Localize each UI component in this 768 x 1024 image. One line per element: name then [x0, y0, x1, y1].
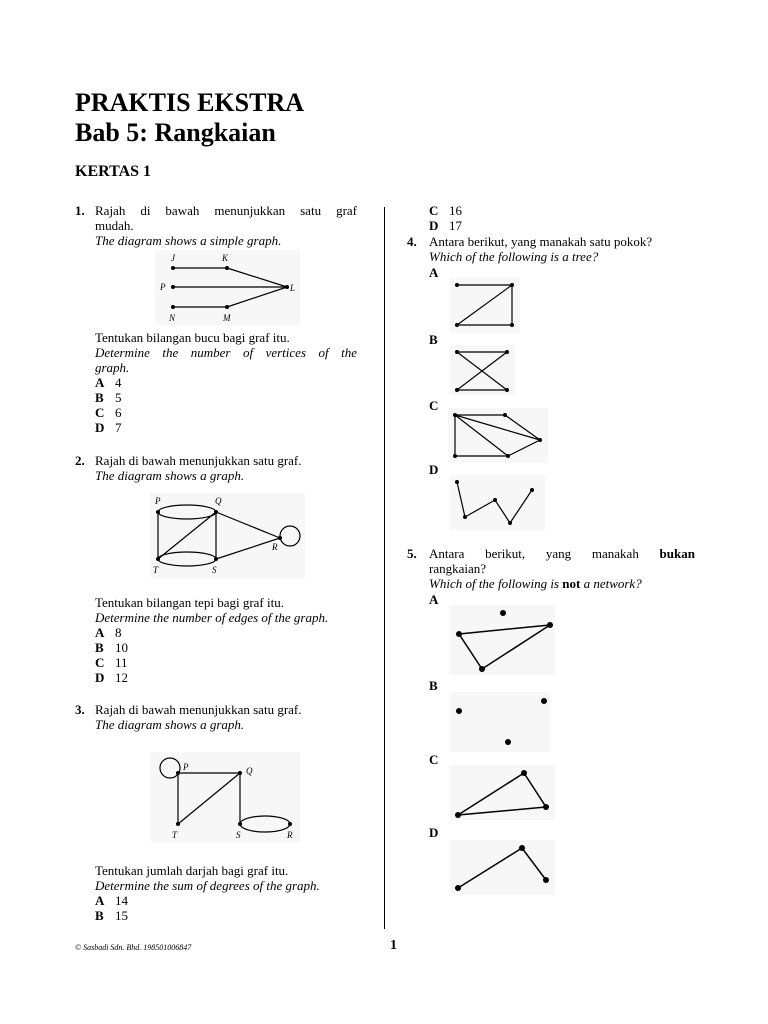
vertex-label: P	[160, 282, 166, 292]
choice-label-a[interactable]: A	[429, 592, 439, 607]
option-a[interactable]	[95, 375, 122, 391]
vertex-label: P	[155, 496, 161, 506]
option-a[interactable]	[95, 625, 122, 641]
column-divider	[384, 207, 385, 929]
word: Antara	[429, 546, 465, 561]
choice-c-graph	[450, 765, 555, 820]
graph-diagram	[150, 752, 300, 842]
option-b[interactable]	[95, 640, 128, 656]
question-text-malay: Antara berikut, yang manakah satu pokok?	[429, 234, 653, 249]
text-part: a network?	[580, 576, 642, 591]
question-text-english: The diagram shows a graph.	[95, 468, 245, 483]
emphasis-word: bukan	[659, 546, 695, 561]
option-key: D	[429, 218, 439, 233]
question-number: 2.	[75, 453, 85, 468]
vertex-label: R	[272, 542, 278, 552]
option-value: 10	[115, 640, 128, 655]
vertex-label: R	[287, 830, 293, 840]
option-d[interactable]	[95, 420, 122, 436]
option-key: A	[95, 625, 105, 640]
vertex-label: Q	[215, 496, 222, 506]
choice-label-a[interactable]: A	[429, 265, 439, 280]
choice-c-graph	[448, 408, 548, 463]
choice-b-graph	[450, 692, 550, 752]
ask-english-cont: graph.	[95, 360, 130, 375]
question-text-malay: Rajah di bawah menunjukkan satu graf.	[95, 702, 302, 717]
choice-a-graph	[450, 605, 555, 675]
text-part: Which of the following is	[429, 576, 563, 591]
vertex-label: K	[222, 253, 229, 263]
option-value: 5	[115, 390, 122, 405]
vertex-label: S	[236, 830, 241, 840]
question-text-malay	[429, 546, 695, 561]
choice-d-graph	[450, 475, 545, 530]
question-text-malay: Rajah di bawah menunjukkan satu graf.	[95, 453, 302, 468]
option-key: B	[95, 908, 104, 923]
choice-a-graph	[450, 278, 520, 333]
word: berikut,	[485, 546, 526, 561]
option-key: B	[95, 390, 104, 405]
option-a[interactable]	[95, 893, 128, 909]
option-d[interactable]	[429, 218, 462, 234]
choice-label-b[interactable]: B	[429, 332, 438, 347]
option-c[interactable]	[95, 405, 122, 421]
option-c[interactable]	[429, 203, 462, 219]
vertex-label: L	[290, 283, 296, 293]
choice-label-d[interactable]: D	[429, 462, 439, 477]
option-b[interactable]	[95, 908, 128, 924]
option-value: 6	[115, 405, 122, 420]
ask-english: Determine the number of edges of the graph.	[95, 610, 329, 625]
question-text-malay: Rajah di bawah menunjukkan satu graf	[95, 203, 357, 218]
question-text-english: The diagram shows a simple graph.	[95, 233, 282, 248]
graph-diagram	[150, 493, 305, 578]
option-value: 12	[115, 670, 128, 685]
option-key: A	[95, 893, 105, 908]
vertex-label: Q	[246, 766, 253, 776]
option-value: 16	[449, 203, 462, 218]
vertex-label: S	[212, 565, 217, 575]
choice-label-c[interactable]: C	[429, 752, 439, 767]
vertex-label: T	[153, 565, 159, 575]
option-d[interactable]	[95, 670, 128, 686]
option-key: C	[429, 203, 439, 218]
option-key: A	[95, 375, 105, 390]
option-value: 8	[115, 625, 122, 640]
question-number: 5.	[407, 546, 417, 561]
choice-label-b[interactable]: B	[429, 678, 438, 693]
section-heading: KERTAS 1	[75, 163, 152, 180]
vertex-label: N	[169, 313, 176, 323]
choice-label-d[interactable]: D	[429, 825, 439, 840]
option-value: 11	[115, 655, 128, 670]
ask-english: Determine the sum of degrees of the graph.	[95, 878, 320, 893]
chapter-title: Bab 5: Rangkaian	[75, 118, 276, 147]
ask-malay: Tentukan bilangan tepi bagi graf itu.	[95, 595, 284, 610]
copyright-footer: © Sasbadi Sdn. Bhd. 198501006847	[75, 943, 192, 952]
option-key: C	[95, 405, 105, 420]
question-number: 3.	[75, 702, 85, 717]
option-value: 17	[449, 218, 462, 233]
simple-graph-diagram	[155, 250, 300, 325]
question-text-malay-cont: mudah.	[95, 218, 134, 233]
ask-english: Determine the number of vertices of the	[95, 345, 357, 360]
option-b[interactable]	[95, 390, 122, 406]
option-value: 7	[115, 420, 122, 435]
question-text-malay-cont: rangkaian?	[429, 561, 487, 576]
option-value: 14	[115, 893, 128, 908]
option-key: B	[95, 640, 104, 655]
question-number: 4.	[407, 234, 417, 249]
option-key: C	[95, 655, 105, 670]
vertex-label: T	[172, 830, 178, 840]
option-key: D	[95, 420, 105, 435]
ask-malay: Tentukan jumlah darjah bagi graf itu.	[95, 863, 289, 878]
option-c[interactable]	[95, 655, 128, 671]
choice-label-c[interactable]: C	[429, 398, 439, 413]
option-value: 15	[115, 908, 128, 923]
page-title: PRAKTIS EKSTRA	[75, 88, 304, 117]
choice-b-graph	[450, 345, 515, 395]
question-text-english: The diagram shows a graph.	[95, 717, 245, 732]
question-text-english	[429, 576, 642, 591]
word: manakah	[591, 546, 639, 561]
vertex-label: P	[183, 762, 189, 772]
choice-d-graph	[450, 840, 555, 895]
question-number: 1.	[75, 203, 85, 218]
vertex-label: M	[223, 313, 231, 323]
page-number: 1	[390, 938, 397, 953]
emphasis-word: not	[562, 576, 581, 591]
ask-malay: Tentukan bilangan bucu bagi graf itu.	[95, 330, 290, 345]
question-text-english: Which of the following is a tree?	[429, 249, 599, 264]
word: yang	[545, 546, 572, 561]
vertex-label: J	[171, 253, 175, 263]
option-value: 4	[115, 375, 122, 390]
option-key: D	[95, 670, 105, 685]
